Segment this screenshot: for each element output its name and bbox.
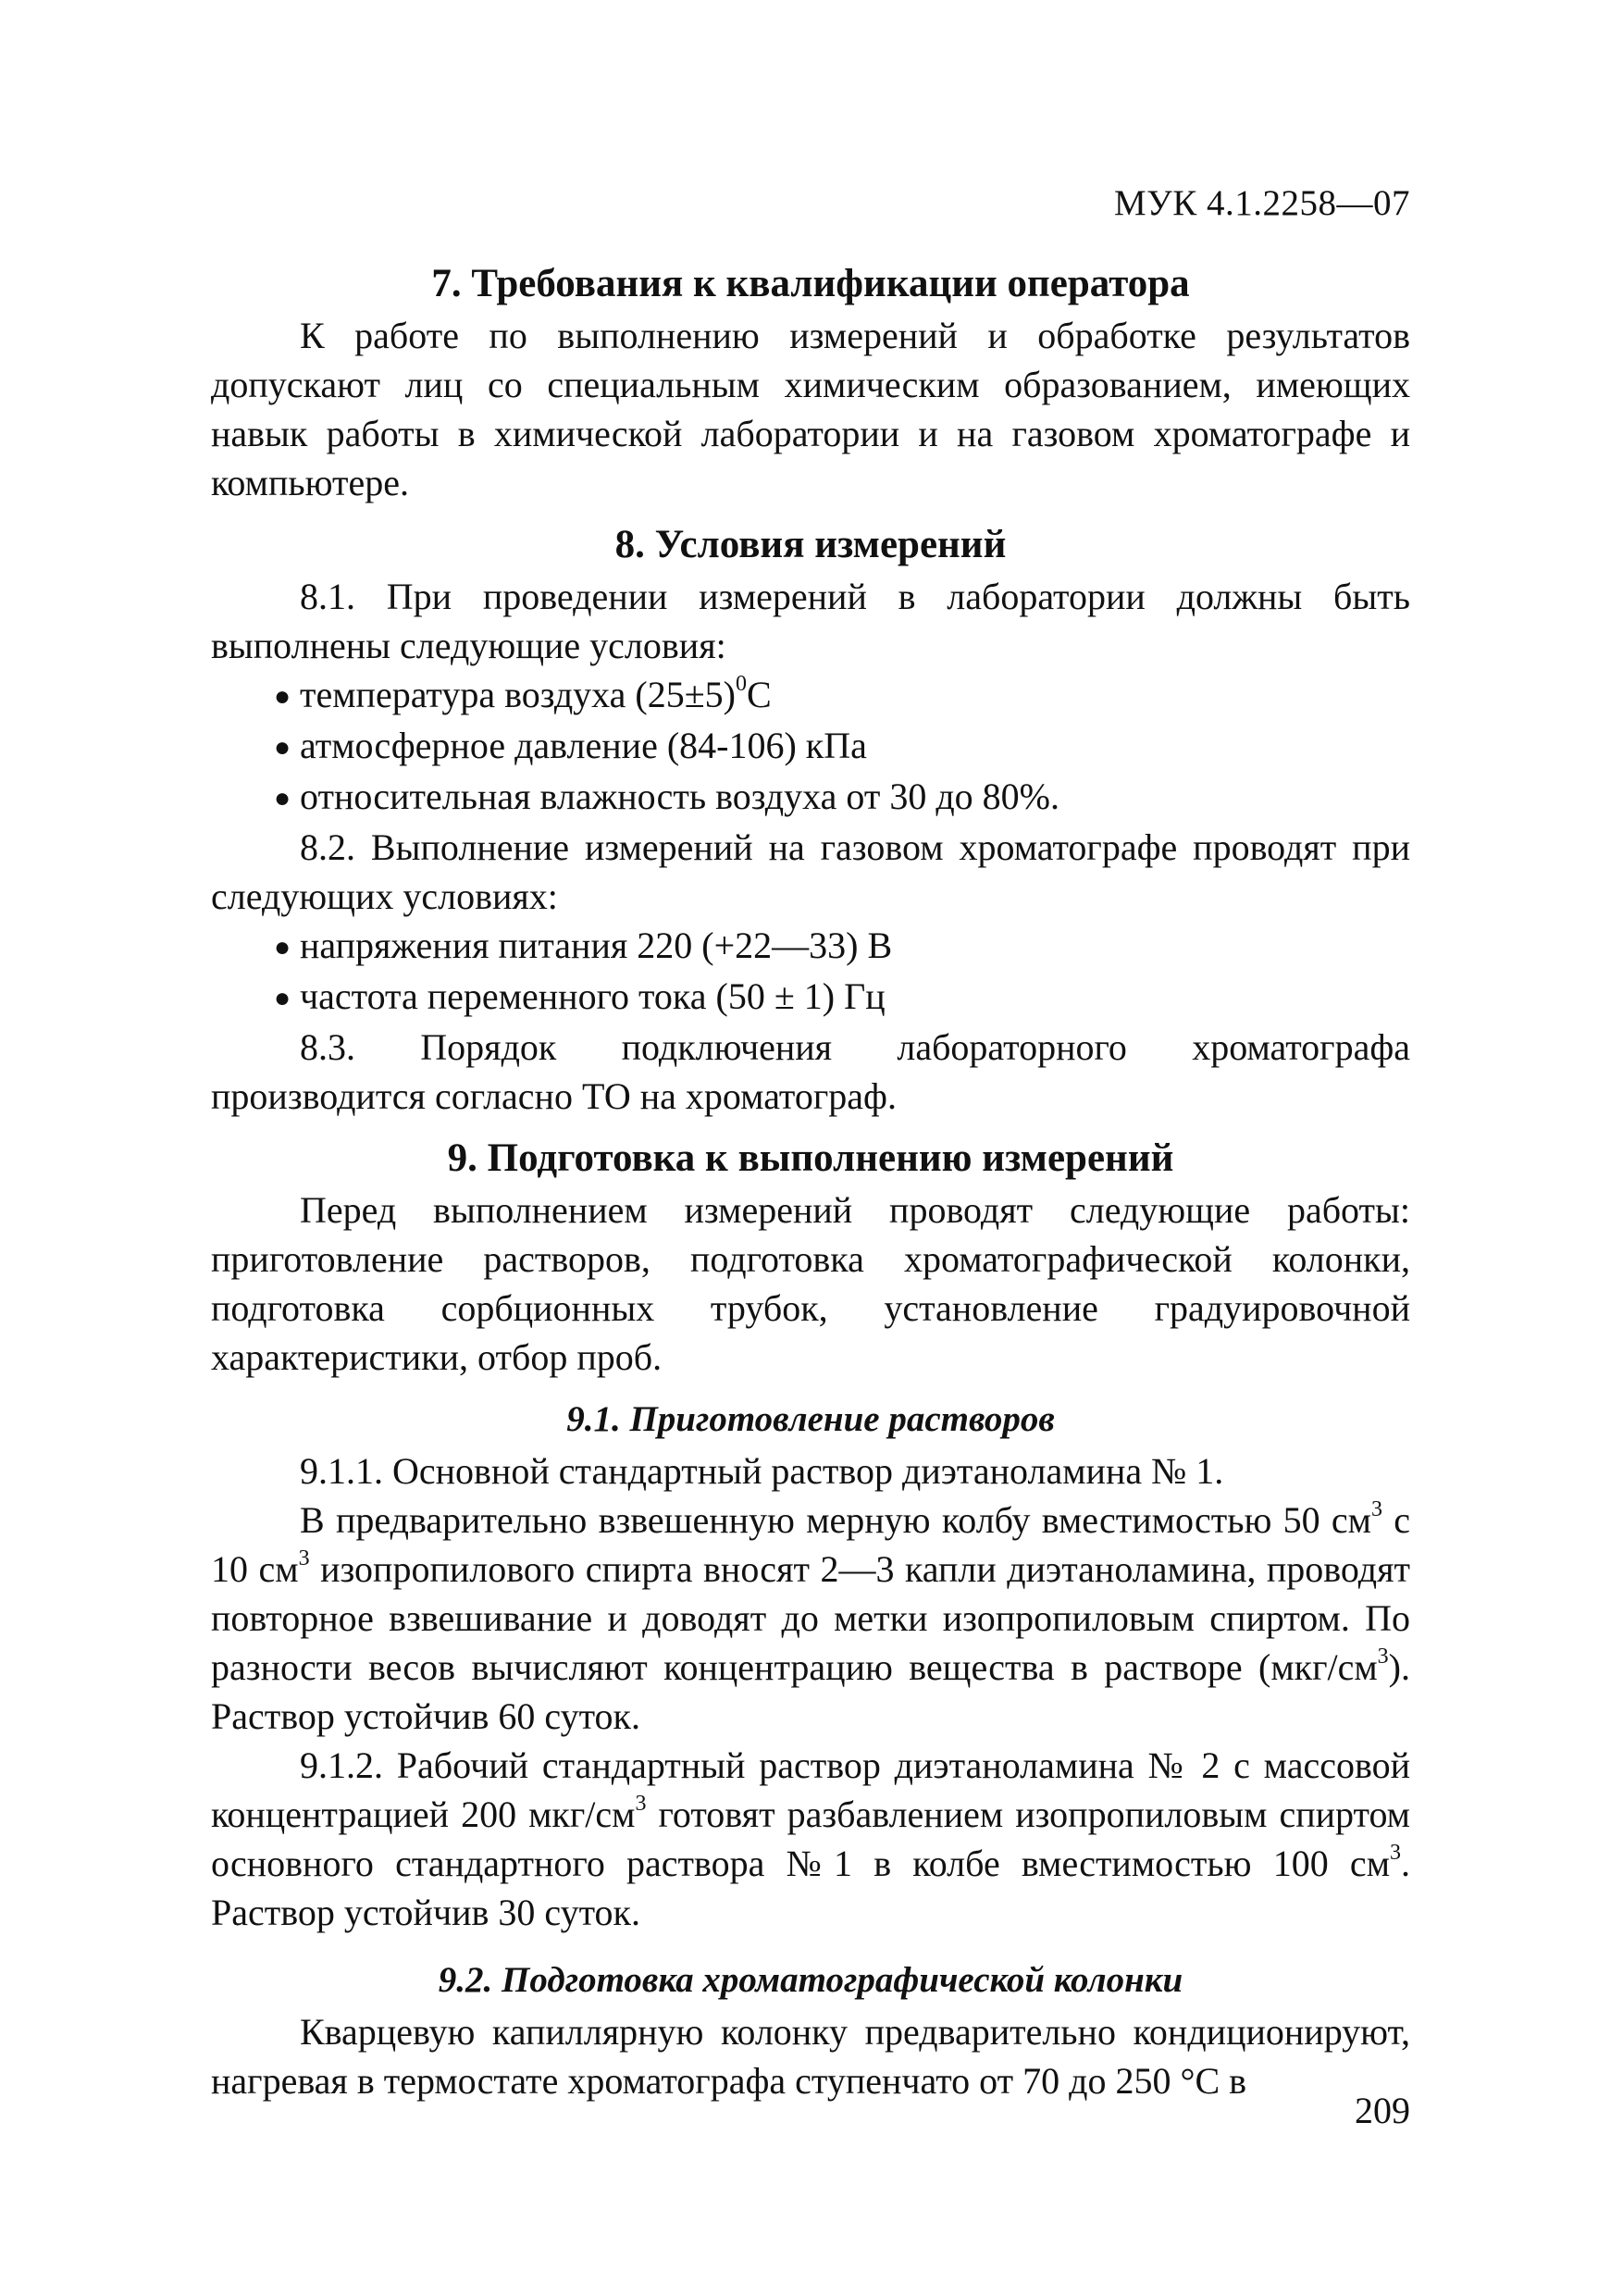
page-number: 209	[1355, 2090, 1410, 2131]
page-content	[211, 257, 1410, 2105]
bullet-frequency: ● частота переменного тока (50 ± 1) Гц	[211, 972, 1410, 1023]
paragraph-8-1: 8.1. При проведении измерений в лаборатории должны быть выполнены следующие условия:	[211, 576, 1410, 666]
bullet-humidity: ● относительная влажность воздуха от 30 до 80%.	[211, 772, 1410, 823]
bullet-temperature: ● температура воздуха $(25\pm 5)^0С$	[211, 670, 1410, 721]
subsection-9-2-heading: 9.2. Подготовка хроматографической колонки	[438, 1960, 1183, 2000]
section-7-paragraph: К работе по выполнению измерений и обработке результатов допускают лиц со специальным химическим образованием, имеющих навык работы в химической лаборатории и на газовом хроматографе и компьютере.	[211, 315, 1410, 503]
section-7-heading: 7. Требования к квалификации оператора	[431, 262, 1190, 305]
paragraph-9-1-2: 9.1.2. Рабочий стандартный раствор диэтаноламина № 2 с массовой концентрацией 200 мкг/$см^3$ готовят разбавлением изопропиловым спиртом основного стандартного раствора №1 в колбе вместимостью 100 $см^3$. Раствор устойчив 30 суток.	[211, 1744, 1410, 1933]
paragraph-8-2: 8.2. Выполнение измерений на газовом хроматографе проводят при следующих условиях:	[211, 826, 1410, 917]
section-8-heading: 8. Условия измерений	[614, 523, 1007, 566]
bullet-dot-icon: ●	[274, 983, 291, 1013]
paragraph-8-3: 8.3. Порядок подключения лабораторного хроматографа производится согласно ТО на хроматограф.	[211, 1026, 1410, 1117]
section-9-intro: Перед выполнением измерений проводят следующие работы: приготовление растворов, подготовка хроматографической колонки, подготовка сорбционных трубок, установление градуировочной характеристики, отбор проб.	[211, 1189, 1410, 1378]
bullet-dot-icon: ●	[274, 932, 291, 962]
section-9-heading: 9. Подготовка к выполнению измерений	[447, 1136, 1174, 1180]
bullet-dot-icon: ●	[274, 681, 291, 712]
paragraph-9-1-1-procedure: В предварительно взвешенную мерную колбу вместимостью 50 $см^3$ с 10 $см^3$ изопропилового спирта вносят 2—3 капли диэтаноламина, проводят повторное взвешивание и доводят до метки изопропиловым спиртом. По разности весов вычисляют концентрацию вещества в растворе $(мкг/см^3)$. Раствор устойчив 60 суток.	[211, 1497, 1410, 1737]
paragraph-9-1-1: 9.1.1. Основной стандартный раствор диэтаноламина № 1.	[300, 1450, 1224, 1492]
bullet-voltage: ● напряжения питания 220 (+22—33) В	[211, 921, 1410, 972]
document-code-header: МУК 4.1.2258—07	[1113, 183, 1410, 223]
subsection-9-1-heading: 9.1. Приготовление растворов	[566, 1399, 1055, 1439]
bullet-dot-icon: ●	[274, 783, 291, 813]
paragraph-9-2: Кварцевую капиллярную колонку предварительно кондиционируют, нагревая в термостате хроматографа ступенчато от 70 до 250 °С в	[211, 2011, 1410, 2102]
bullet-pressure: ● атмосферное давление (84-106) кПа	[211, 721, 1410, 772]
bullet-dot-icon: ●	[274, 732, 291, 763]
